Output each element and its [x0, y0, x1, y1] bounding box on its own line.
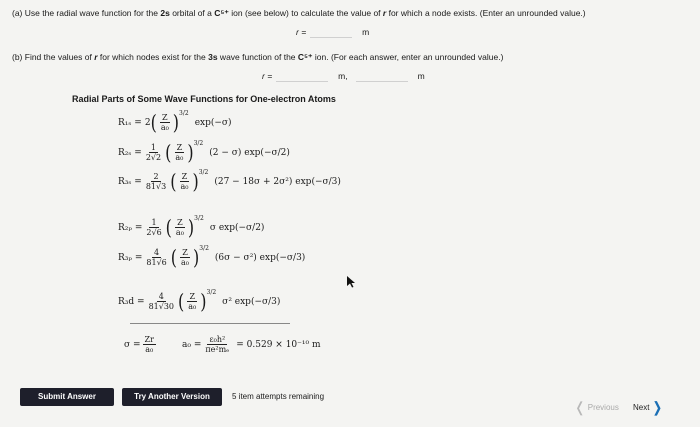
- ion-c5-b: C⁵⁺: [297, 52, 313, 62]
- equation-r2s: R₂ₛ = $\frac{1}{2√2}$ ( $\frac{Z}{\text{a₀}}$ ) 3/2 (2 − σ) exp(−σ/2): [118, 139, 290, 165]
- equation-r2p: R₂ₚ = $\frac{1}{2√6}$ ( $\frac{Z}{\text{a₀}}$ ) 3/2 σ exp(−σ/2): [118, 214, 265, 240]
- eq-coef: $\frac{4}{81√6}$: [146, 248, 167, 267]
- eq-rest: σ exp(−σ/2): [209, 222, 265, 233]
- previous-label: Previous: [587, 402, 619, 412]
- eq-rest: (27 − 18σ + 2σ²) exp(−σ/3): [214, 176, 341, 187]
- answer-a-label: r =: [296, 27, 307, 37]
- eq-z-over-a0: $\frac{Z}{\text{a₀}}$: [175, 143, 184, 162]
- question-b: [12, 52, 503, 63]
- previous-button[interactable]: [572, 400, 619, 414]
- var-r-b: r: [94, 52, 98, 62]
- eq-lhs: R₂ₛ =: [118, 147, 142, 158]
- ion-c5: C⁵⁺: [214, 8, 229, 18]
- orbital-3s: 3s: [208, 52, 218, 62]
- a0-value: = 0.529 × 10⁻¹⁰ m: [236, 339, 321, 350]
- answer-b1-input[interactable]: [276, 70, 328, 82]
- answer-b-label: r =: [262, 71, 273, 81]
- question-b-text-4: ion. (For each answer, enter an unrounded value.): [312, 52, 504, 62]
- eq-lhs: R₃d =: [118, 296, 145, 307]
- equation-r1s: R₁ₛ = 2 ( $\frac{Z}{\text{a₀}}$ ) 3/2 exp(−σ): [118, 109, 232, 135]
- equation-r3p: R₃ₚ = $\frac{4}{81√6}$ ( $\frac{Z}{\text{a₀}}$ ) 3/2 (6σ − σ²) exp(−σ/3): [118, 244, 306, 270]
- sheet-title: Radial Parts of Some Wave Functions for One-electron Atoms: [72, 94, 336, 104]
- answer-a-row: [296, 26, 369, 38]
- eq-coef: 2: [144, 117, 151, 128]
- a0-frac: $\frac{\text{ε₀h²}}{\text{πe²mₑ}}$: [205, 335, 230, 354]
- eq-rest: (6σ − σ²) exp(−σ/3): [214, 252, 306, 263]
- eq-z-over-a0: $\frac{Z}{\text{a₀}}$: [160, 113, 169, 132]
- eq-lhs: R₁ₛ =: [118, 117, 142, 128]
- question-a-text-3: ion (see below) to calculate the value of: [228, 8, 383, 18]
- a0-lhs: a₀ =: [182, 339, 202, 350]
- equation-r3s: R₃ₛ = $\frac{2}{81√3}$ ( $\frac{Z}{\text{a₀}}$ ) 3/2 (27 − 18σ + 2σ²) exp(−σ/3): [118, 168, 341, 194]
- question-b-text: (b) Find the values of: [12, 52, 95, 62]
- eq-z-over-a0: $\frac{Z}{\text{a₀}}$: [188, 292, 197, 311]
- eq-coef: $\frac{1}{2√6}$: [146, 218, 162, 237]
- answer-b2-input[interactable]: [356, 70, 408, 82]
- eq-z-over-a0: $\frac{Z}{\text{a₀}}$: [180, 172, 189, 191]
- eq-lhs: R₂ₚ =: [118, 222, 143, 233]
- var-r: r: [382, 8, 387, 18]
- chevron-right-icon: ❭: [651, 399, 664, 415]
- submit-answer-button[interactable]: Submit Answer: [20, 388, 114, 406]
- eq-coef: $\frac{2}{81√3}$: [145, 172, 167, 191]
- eq-lhs: R₃ₚ =: [118, 252, 143, 263]
- answer-a-unit: m: [362, 27, 370, 37]
- eq-z-over-a0: $\frac{Z}{\text{a₀}}$: [175, 218, 184, 237]
- eq-lhs: R₃ₛ =: [118, 176, 142, 187]
- chevron-left-icon: ❬: [574, 399, 586, 415]
- equation-r3d: R₃d = $\frac{4}{81√30}$ ( $\frac{Z}{\text{a₀}}$ ) 3/2 σ² exp(−σ/3): [118, 288, 281, 314]
- sigma-lhs: σ =: [124, 339, 141, 350]
- attempts-remaining: 5 item attempts remaining: [232, 392, 325, 401]
- equation-sigma: [124, 335, 158, 354]
- answer-b2-unit: m: [417, 71, 425, 81]
- eq-rest: (2 − σ) exp(−σ/2): [209, 147, 290, 158]
- question-a-text-2: orbital of a: [169, 8, 215, 18]
- question-b-text-2: for which nodes exist for the: [97, 52, 209, 62]
- orbital-2s: 2s: [160, 8, 170, 18]
- eq-coef: $\frac{1}{2√2}$: [145, 143, 162, 162]
- divider: [130, 323, 290, 324]
- equation-a0: [182, 335, 321, 354]
- try-another-version-button[interactable]: Try Another Version: [122, 388, 222, 406]
- question-a-text-4: for which a node exists. (Enter an unrounded value.): [386, 8, 586, 18]
- answer-a-input[interactable]: [310, 26, 352, 38]
- next-button[interactable]: [633, 400, 665, 414]
- sigma-frac: $\frac{Zr}{\text{a₀}}$: [144, 335, 154, 354]
- eq-z-over-a0: $\frac{Z}{\text{a₀}}$: [181, 248, 189, 267]
- eq-coef: $\frac{4}{81√30}$: [148, 292, 175, 311]
- question-b-text-3: wave function of the: [217, 52, 298, 62]
- mouse-cursor-icon: [347, 276, 355, 288]
- eq-rest: exp(−σ): [194, 117, 232, 128]
- answer-b1-unit: m,: [338, 71, 348, 81]
- answer-b-row: [262, 70, 425, 82]
- eq-rest: σ² exp(−σ/3): [222, 296, 281, 307]
- next-label: Next: [633, 402, 650, 412]
- question-a: [12, 8, 586, 19]
- question-a-text: (a) Use the radial wave function for the: [12, 8, 161, 18]
